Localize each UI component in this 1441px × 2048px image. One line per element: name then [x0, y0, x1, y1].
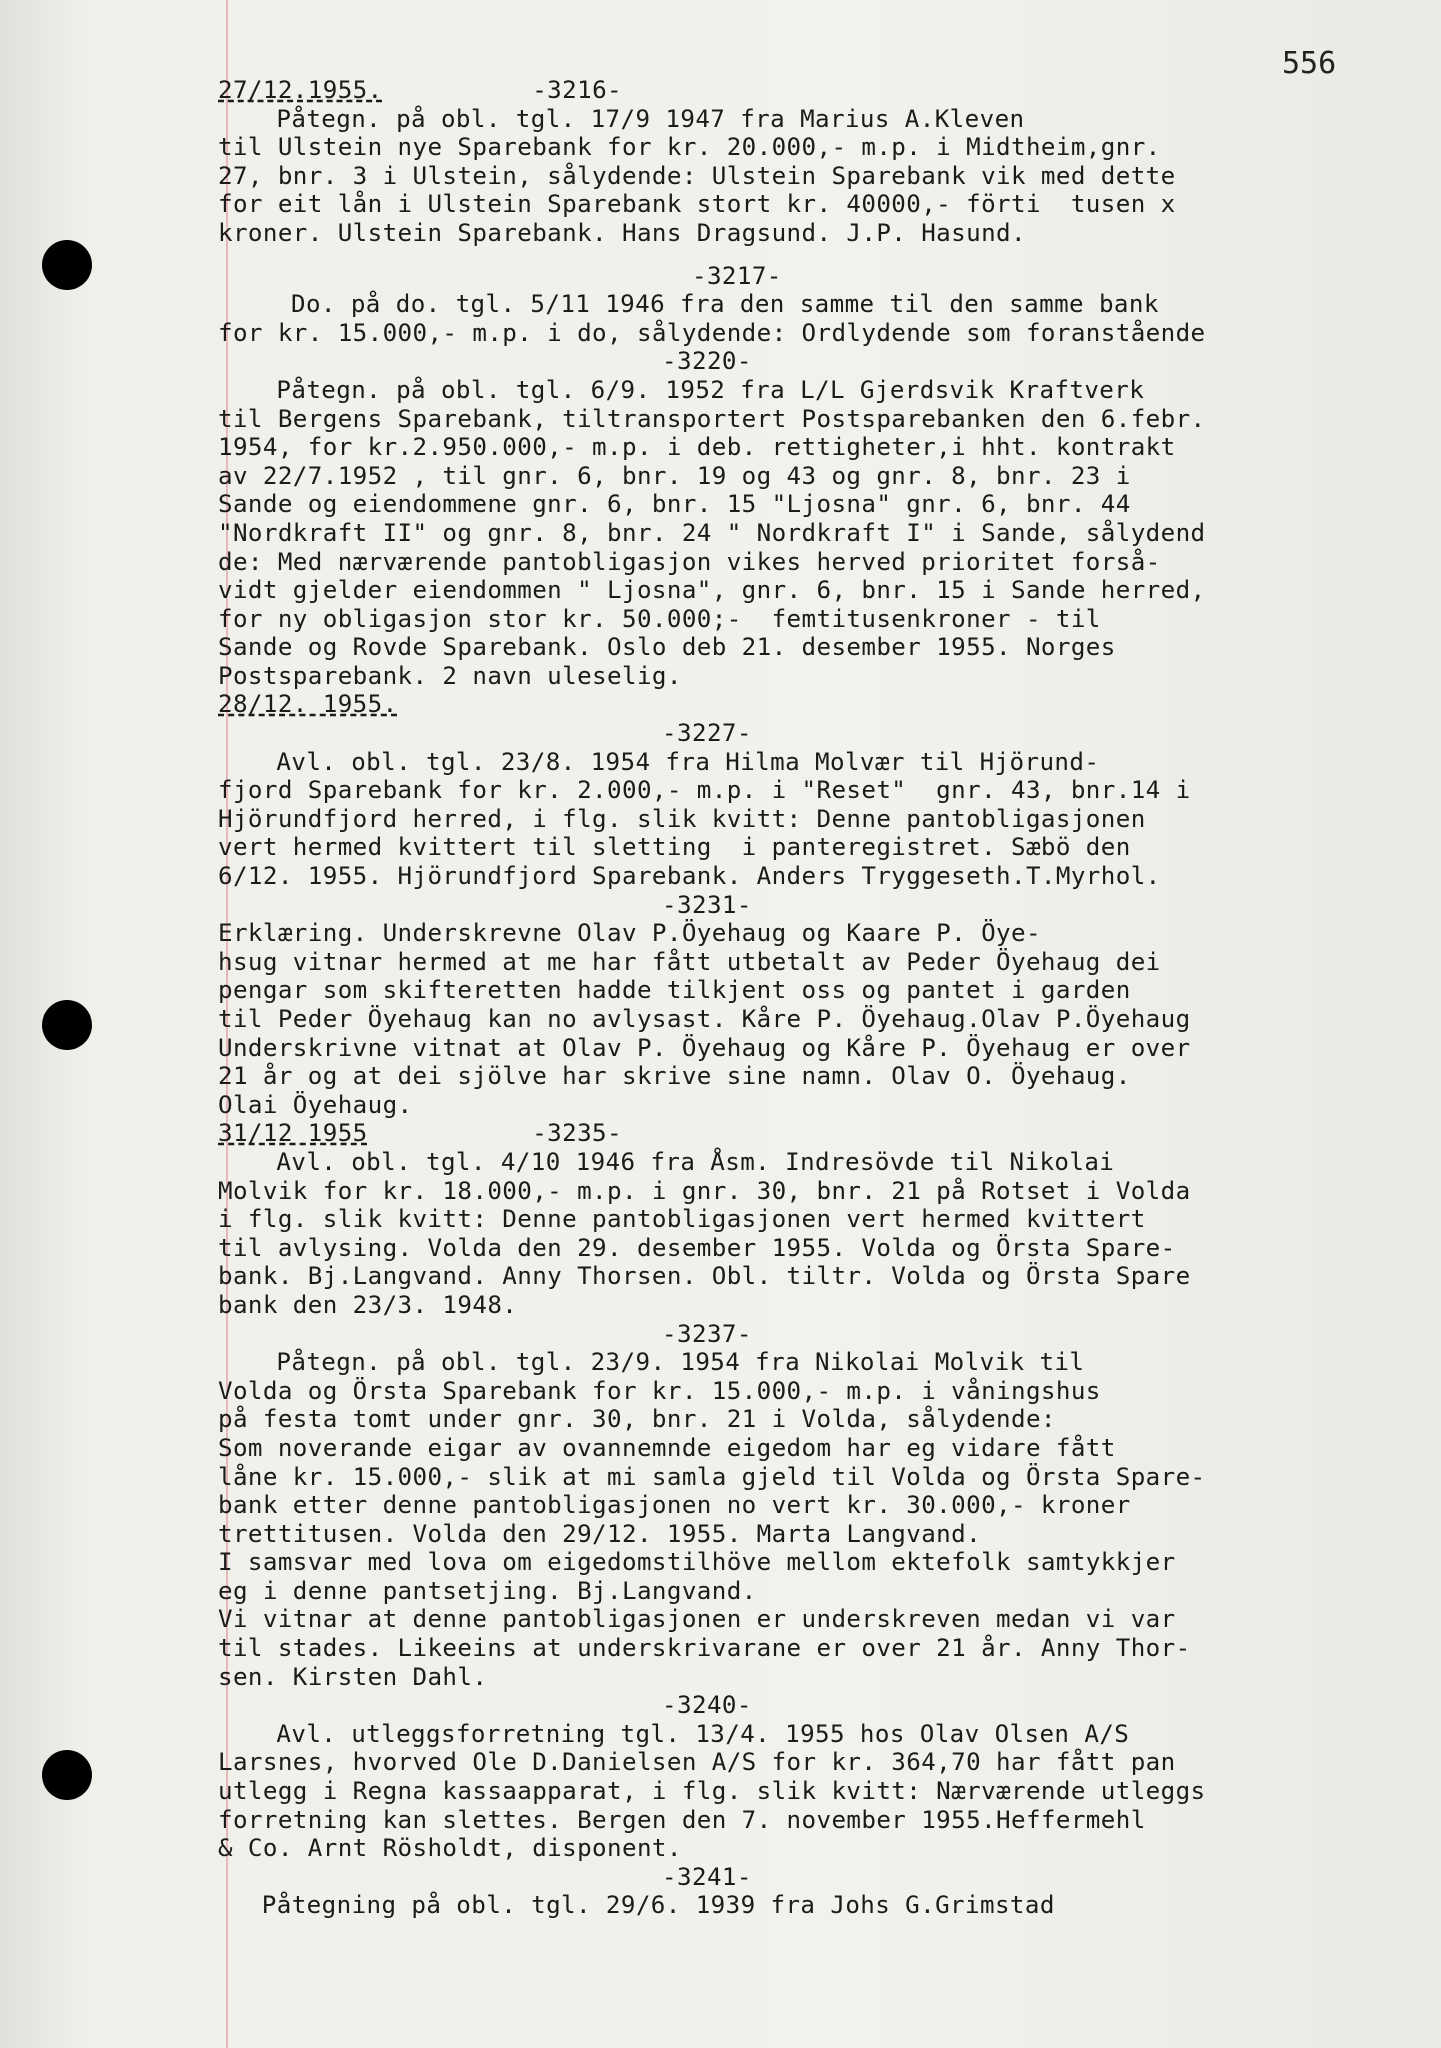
text-line: 27, bnr. 3 i Ulstein, sålydende: Ulstein Sparebank vik med dette	[218, 161, 1176, 190]
text-line: til Bergens Sparebank, tiltransportert Postsparebanken den 6.febr.	[218, 404, 1206, 433]
entry-number: -3241-	[288, 1862, 752, 1891]
text-line: 21 år og at dei sjölve har skrive sine namn. Olav O. Öyehaug.	[218, 1062, 1131, 1091]
text-line: eg i denne pantsetjing. Bj.Langvand.	[218, 1576, 757, 1605]
text-line: Postsparebank. 2 navn uleselig.	[218, 661, 682, 690]
entry-number: -3237-	[288, 1319, 752, 1348]
entry-number: -3220-	[288, 347, 752, 376]
text-line: Molvik for kr. 18.000,- m.p. i gnr. 30, bnr. 21 på Rotset i Volda	[218, 1176, 1191, 1205]
text-line: forretning kan slettes. Bergen den 7. november 1955.Heffermehl	[218, 1805, 1146, 1834]
date-heading	[218, 76, 1418, 105]
text-line: for ny obligasjon stor kr. 50.000;- femtitusenkroner - til	[218, 604, 1101, 633]
entry-number: -3217-	[288, 261, 782, 290]
text-line: pengar som skifteretten hadde tilkjent oss og pantet i garden	[218, 976, 1131, 1005]
text-line: hsug vitnar hermed at me har fått utbetalt av Peder Öyehaug dei	[218, 947, 1161, 976]
text-line: til avlysing. Volda den 29. desember 1955. Volda og Örsta Spare-	[218, 1233, 1176, 1262]
text-line: Som noverande eigar av ovannemnde eigedom har eg vidare fått	[218, 1433, 1116, 1462]
entry-number: -3240-	[288, 1691, 752, 1720]
text-line: Avl. obl. tgl. 23/8. 1954 fra Hilma Molvær til Hjörund-	[276, 747, 1100, 776]
text-line: på festa tomt under gnr. 30, bnr. 21 i Volda, sålydende:	[218, 1405, 1056, 1434]
text-line: Avl. obl. tgl. 4/10 1946 fra Åsm. Indresövde til Nikolai	[276, 1147, 1115, 1176]
text-line: Påtegn. på obl. tgl. 23/9. 1954 fra Nikolai Molvik til	[276, 1348, 1085, 1377]
page-number: 556	[1282, 46, 1337, 81]
text-line: Påtegning på obl. tgl. 29/6. 1939 fra Johs G.Grimstad	[261, 1891, 1055, 1920]
text-line: Erklæring. Underskrevne Olav P.Öyehaug og Kaare P. Öye-	[218, 919, 1041, 948]
text-line: Påtegn. på obl. tgl. 6/9. 1952 fra L/L Gjerdsvik Kraftverk	[276, 375, 1145, 404]
punch-hole	[42, 240, 92, 290]
text-line: "Nordkraft II" og gnr. 8, bnr. 24 " Nordkraft I" i Sande, sålydend	[218, 518, 1206, 547]
entry-number: -3216-	[382, 76, 622, 104]
text-line: til Peder Öyehaug kan no avlysast. Kåre P. Öyehaug.Olav P.Öyehaug	[218, 1005, 1191, 1033]
date-stamp: 27/12.1955.	[218, 76, 383, 104]
text-line: vidt gjelder eiendommen " Ljosna", gnr. 6, bnr. 15 i Sande herred,	[218, 576, 1206, 605]
text-line: låne kr. 15.000,- slik at mi samla gjeld til Volda og Örsta Spare-	[218, 1462, 1206, 1491]
text-line: Olai Öyehaug.	[218, 1090, 413, 1119]
text-line: sen. Kirsten Dahl.	[218, 1662, 488, 1691]
text-line: utlegg i Regna kassaapparat, i flg. slik kvitt: Nærværende utleggs	[218, 1777, 1206, 1806]
text-line: av 22/7.1952 , til gnr. 6, bnr. 19 og 43 og gnr. 8, bnr. 23 i	[218, 461, 1131, 490]
entry-number: -3235-	[367, 1119, 622, 1148]
text-line: for eit lån i Ulstein Sparebank stort kr. 40000,- förti tusen x	[218, 190, 1176, 219]
date-stamp: 31/12 1955	[218, 1119, 368, 1148]
date-stamp: 28/12. 1955.	[218, 690, 398, 719]
document-text	[218, 76, 1418, 1920]
punch-hole	[42, 1000, 92, 1050]
text-line: bank. Bj.Langvand. Anny Thorsen. Obl. tiltr. Volda og Örsta Spare	[218, 1262, 1191, 1291]
text-line: Vi vitnar at denne pantobligasjonen er underskreven medan vi var	[218, 1605, 1176, 1634]
text-line: til stades. Likeeins at underskrivarane er over 21 år. Anny Thor-	[218, 1634, 1191, 1663]
text-line: Påtegn. på obl. tgl. 17/9 1947 fra Marius A.Kleven	[276, 104, 1025, 133]
text-line: kroner. Ulstein Sparebank. Hans Dragsund. J.P. Hasund.	[218, 218, 1026, 247]
text-line: til Ulstein nye Sparebank for kr. 20.000,- m.p. i Midtheim,gnr.	[218, 133, 1161, 162]
text-line: Avl. utleggsforretning tgl. 13/4. 1955 hos Olav Olsen A/S	[276, 1719, 1130, 1748]
text-line: Underskrivne vitnat at Olav P. Öyehaug og Kåre P. Öyehaug er over	[218, 1033, 1191, 1062]
text-line: 1954, for kr.2.950.000,- m.p. i deb. rettigheter,i hht. kontrakt	[218, 433, 1176, 462]
text-line: vert hermed kvittert til sletting i panteregistret. Sæbö den	[218, 833, 1131, 862]
text-line: i flg. slik kvitt: Denne pantobligasjonen vert hermed kvittert	[218, 1205, 1146, 1234]
spacer	[288, 248, 1418, 262]
text-line: Do. på do. tgl. 5/11 1946 fra den samme til den samme bank	[291, 290, 1159, 319]
text-line: & Co. Arnt Rösholdt, disponent.	[218, 1834, 682, 1863]
text-line: 6/12. 1955. Hjörundfjord Sparebank. Anders Tryggeseth.T.Myrhol.	[218, 862, 1161, 891]
text-line: Sande og eiendommene gnr. 6, bnr. 15 "Ljosna" gnr. 6, bnr. 44	[218, 490, 1131, 519]
entry-number: -3231-	[288, 890, 752, 919]
date-heading	[218, 690, 1418, 719]
text-line: fjord Sparebank for kr. 2.000,- m.p. i "Reset" gnr. 43, bnr.14 i	[218, 776, 1191, 805]
text-line: bank den 23/3. 1948.	[218, 1290, 518, 1319]
entry-number: -3227-	[288, 719, 752, 748]
text-line: I samsvar med lova om eigedomstilhöve mellom ektefolk samtykkjer	[218, 1548, 1176, 1577]
text-line: bank etter denne pantobligasjonen no vert kr. 30.000,- kroner	[218, 1491, 1131, 1520]
text-line: de: Med nærværende pantobligasjon vikes herved prioritet forså-	[218, 547, 1161, 576]
date-heading	[218, 1119, 1418, 1148]
punch-hole	[42, 1750, 92, 1800]
text-line: Hjörundfjord herred, i flg. slik kvitt: Denne pantobligasjonen	[218, 804, 1146, 833]
text-line: Volda og Örsta Sparebank for kr. 15.000,- m.p. i våningshus	[218, 1376, 1101, 1405]
text-line: Larsnes, hvorved Ole D.Danielsen A/S for kr. 364,70 har fått pan	[218, 1748, 1176, 1777]
text-line: trettitusen. Volda den 29/12. 1955. Marta Langvand.	[218, 1519, 982, 1548]
text-line: for kr. 15.000,- m.p. i do, sålydende: Ordlydende som foranstående	[218, 318, 1206, 347]
text-line: Sande og Rovde Sparebank. Oslo deb 21. desember 1955. Norges	[218, 633, 1116, 662]
